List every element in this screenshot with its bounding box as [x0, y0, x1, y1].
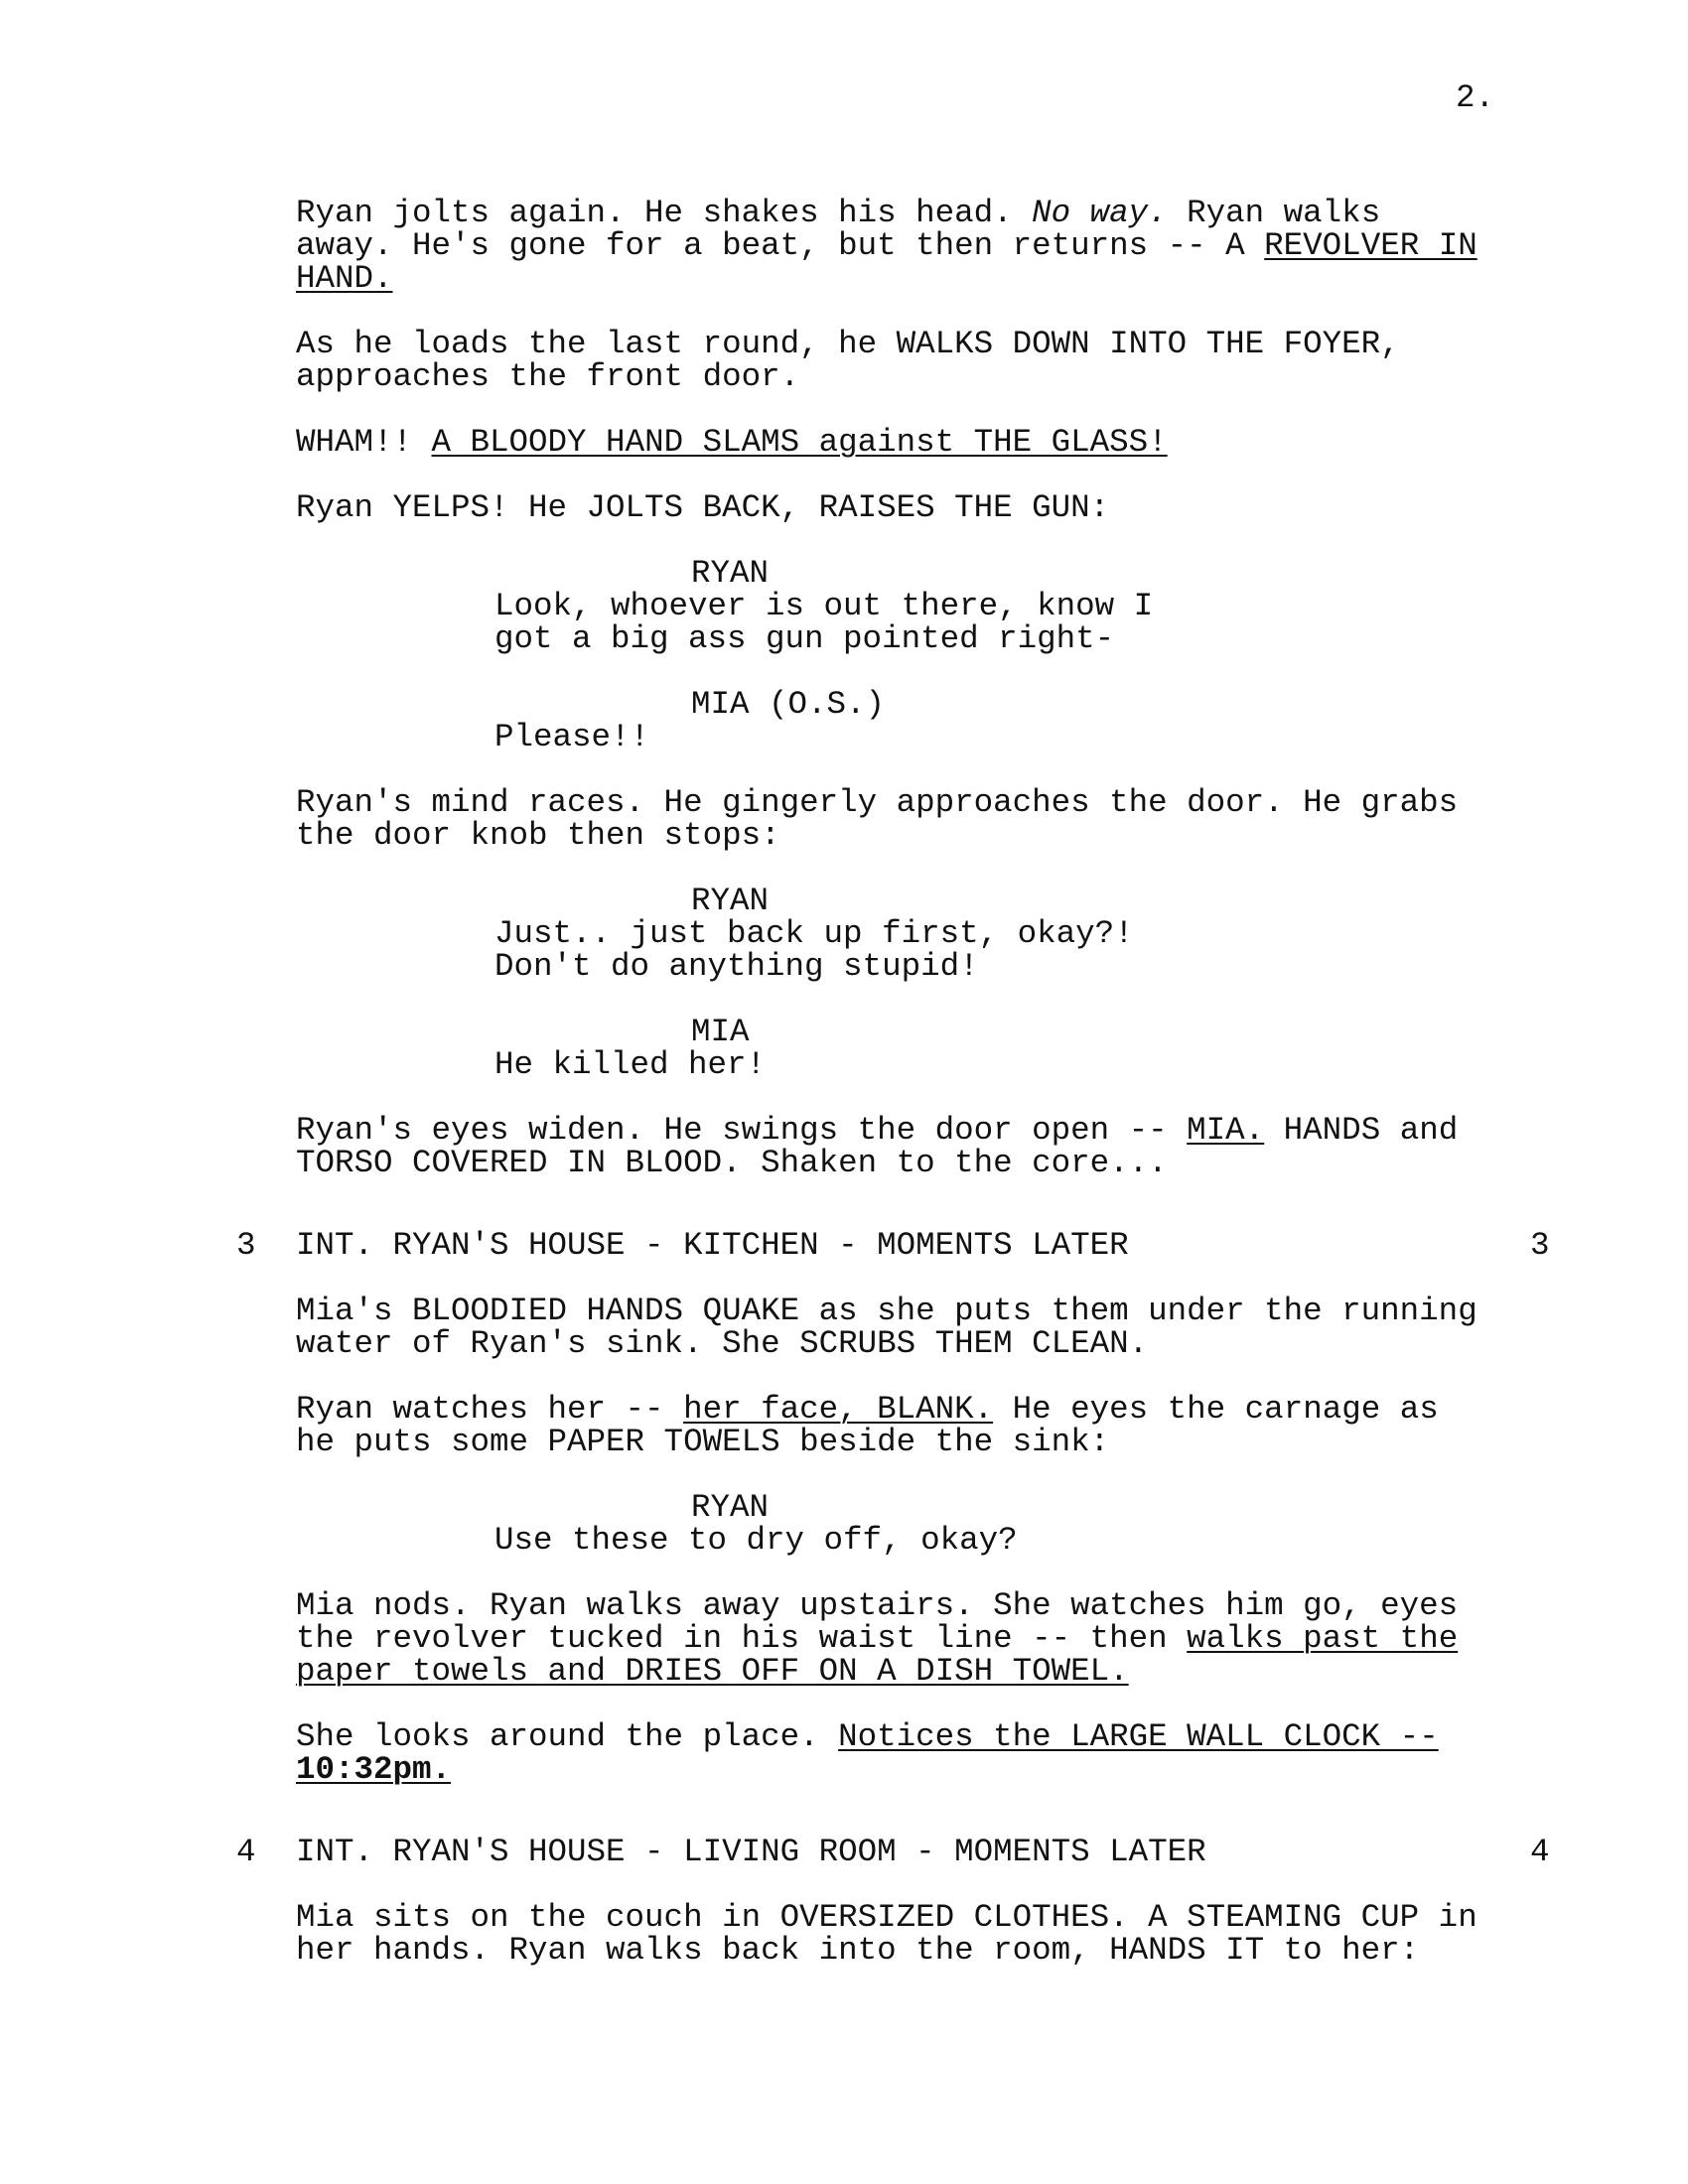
- action-line: Mia's BLOODIED HANDS QUAKE as she puts them under the running: [296, 1293, 1477, 1329]
- dialogue-line: Use these to dry off, okay?: [494, 1522, 1018, 1559]
- action-underlined-text: her face, BLANK.: [683, 1391, 994, 1428]
- scene-number-right: 3: [1530, 1227, 1550, 1264]
- action-text: He eyes the carnage as: [993, 1391, 1439, 1428]
- scene-heading: INT. RYAN'S HOUSE - KITCHEN - MOMENTS LATER: [296, 1227, 1129, 1264]
- action-line: Mia nods. Ryan walks away upstairs. She watches him go, eyes: [296, 1587, 1459, 1624]
- scene-number-right: 4: [1530, 1834, 1550, 1870]
- dialogue-line: Just.. just back up first, okay?!: [494, 915, 1134, 952]
- action-text: Ryan walks: [1167, 195, 1381, 231]
- clock-time-text: 10:32pm.: [296, 1751, 452, 1788]
- action-text: away. He's gone for a beat, but then returns -- A: [296, 227, 1265, 264]
- action-line: [296, 1622, 1458, 1655]
- action-underlined-text: HAND.: [296, 260, 393, 297]
- action-line: the door knob then stops:: [296, 817, 780, 854]
- action-text: HANDS and: [1264, 1112, 1459, 1149]
- dialogue-line: got a big ass gun pointed right-: [494, 620, 1115, 657]
- action-italic-text: No way.: [1032, 195, 1168, 231]
- action-underlined-text: walks past the: [1187, 1620, 1459, 1657]
- action-line: water of Ryan's sink. She SCRUBS THEM CLEAN.: [296, 1325, 1149, 1362]
- action-text: the revolver tucked in his waist line -- then: [296, 1620, 1188, 1657]
- action-line: [296, 262, 393, 295]
- action-text: Ryan jolts again. He shakes his head.: [296, 195, 1033, 231]
- action-line: approaches the front door.: [296, 358, 800, 395]
- action-underlined-text: A BLOODY HAND SLAMS against THE GLASS!: [431, 424, 1168, 461]
- action-line: Ryan YELPS! He JOLTS BACK, RAISES THE GUN:: [296, 489, 1110, 526]
- dialogue-line: Look, whoever is out there, know I: [494, 588, 1154, 624]
- action-underlined-text: REVOLVER IN: [1264, 227, 1477, 264]
- action-line: TORSO COVERED IN BLOOD. Shaken to the core...: [296, 1145, 1168, 1181]
- action-line: [296, 1114, 1458, 1147]
- dialogue-line: He killed her!: [494, 1046, 767, 1083]
- action-line: [296, 229, 1477, 262]
- dialogue-line: Don't do anything stupid!: [494, 948, 979, 985]
- action-text: Ryan's eyes widen. He swings the door open --: [296, 1112, 1188, 1149]
- action-line: [296, 1753, 451, 1786]
- action-line: [296, 1393, 1439, 1426]
- action-line: Mia sits on the couch in OVERSIZED CLOTHES. A STEAMING CUP in: [296, 1899, 1477, 1936]
- character-cue: RYAN: [691, 555, 770, 592]
- action-line: [296, 1720, 1439, 1753]
- action-underlined-text: paper towels and DRIES OFF ON A DISH TOWEL.: [296, 1653, 1129, 1690]
- page-number: 2.: [1456, 79, 1495, 116]
- action-line: [296, 1655, 1129, 1688]
- action-text: Ryan watches her --: [296, 1391, 684, 1428]
- action-text: She looks around the place.: [296, 1718, 839, 1755]
- action-line: he puts some PAPER TOWELS beside the sink:: [296, 1424, 1110, 1460]
- action-line: As he loads the last round, he WALKS DOWN INTO THE FOYER,: [296, 326, 1400, 362]
- action-underlined-text: MIA.: [1187, 1112, 1265, 1149]
- character-cue: MIA (O.S.): [691, 686, 886, 723]
- scene-number-left: 3: [236, 1227, 256, 1264]
- dialogue-line: Please!!: [494, 719, 650, 755]
- scene-heading: INT. RYAN'S HOUSE - LIVING ROOM - MOMENTS LATER: [296, 1834, 1206, 1870]
- character-cue: MIA: [691, 1014, 750, 1050]
- action-line: Ryan's mind races. He gingerly approaches the door. He grabs: [296, 784, 1459, 821]
- action-text: WHAM!!: [296, 424, 432, 461]
- action-underlined-text: Notices the LARGE WALL CLOCK --: [838, 1718, 1439, 1755]
- action-line: [296, 197, 1380, 229]
- action-line: her hands. Ryan walks back into the room, HANDS IT to her:: [296, 1932, 1420, 1969]
- scene-number-left: 4: [236, 1834, 256, 1870]
- action-line: [296, 426, 1168, 459]
- character-cue: RYAN: [691, 883, 770, 919]
- character-cue: RYAN: [691, 1489, 770, 1526]
